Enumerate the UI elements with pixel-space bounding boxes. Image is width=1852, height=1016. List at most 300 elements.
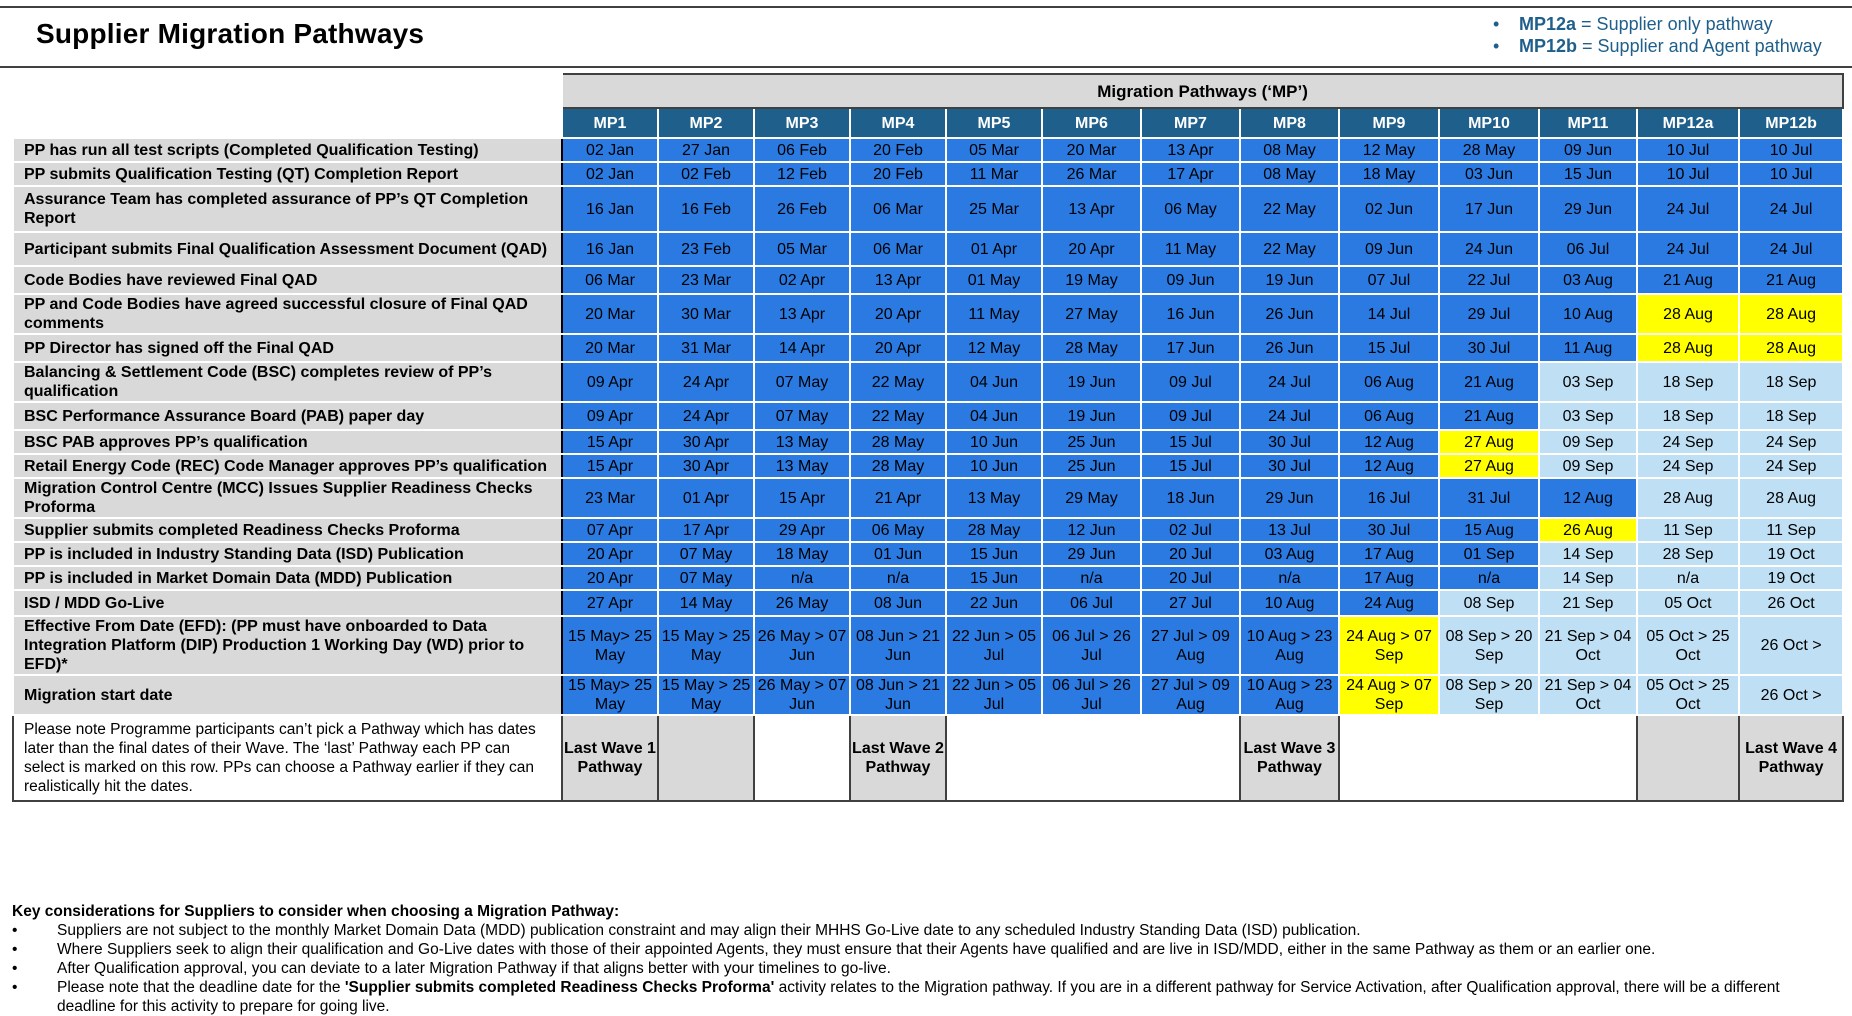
- page-title: Supplier Migration Pathways: [36, 18, 425, 49]
- table-row: [13, 138, 1843, 162]
- date-cell: 20 Apr: [850, 334, 946, 362]
- date-cell: 31 Jul: [1439, 478, 1539, 518]
- column-header-mp9: MP9: [1339, 108, 1439, 138]
- date-cell: 19 Oct: [1739, 566, 1843, 590]
- date-cell: 15 Jun: [946, 542, 1042, 566]
- date-cell: 20 Jul: [1141, 566, 1240, 590]
- consideration-text: After Qualification approval, you can deviate to a later Migration Pathway if that aligns better with your timelines to go-live.: [57, 960, 891, 977]
- date-cell: 26 Aug: [1539, 518, 1637, 542]
- bullet-icon: •: [12, 979, 18, 996]
- date-cell: 20 Mar: [562, 334, 658, 362]
- date-cell: 15 Apr: [754, 478, 850, 518]
- date-cell: 24 Jul: [1240, 362, 1339, 402]
- date-cell: 12 Jun: [1042, 518, 1141, 542]
- date-cell: 11 Mar: [946, 162, 1042, 186]
- date-cell: 04 Jun: [946, 362, 1042, 402]
- row-label: Participant submits Final Qualification Assessment Document (QAD): [13, 232, 562, 266]
- table-row: [13, 542, 1843, 566]
- date-cell: 09 Sep: [1539, 430, 1637, 454]
- date-cell: 26 Feb: [754, 186, 850, 232]
- date-cell: 27 Jul > 09 Aug: [1141, 616, 1240, 675]
- date-cell: 26 Oct >: [1739, 675, 1843, 715]
- pathway-note: Please note Programme participants can’t pick a Pathway which has dates later than the final dates of their Wave. The ‘last’ Pathway each PP can select is marked on this row. PPs can choose a Pathway earlier if they can realistically hit the dates.: [13, 715, 562, 801]
- date-cell: 16 Jul: [1339, 478, 1439, 518]
- date-cell: 17 Jun: [1439, 186, 1539, 232]
- table-row: [13, 186, 1843, 232]
- legend-code: MP12b: [1519, 36, 1578, 56]
- date-cell: 11 May: [946, 294, 1042, 334]
- date-cell: 15 May > 25 May: [658, 675, 754, 715]
- date-cell: 06 Jul > 26 Jul: [1042, 675, 1141, 715]
- date-cell: 02 Feb: [658, 162, 754, 186]
- row-label: PP is included in Market Domain Data (MDD) Publication: [13, 566, 562, 590]
- date-cell: 20 Feb: [850, 138, 946, 162]
- date-cell: 27 May: [1042, 294, 1141, 334]
- pathway-legend: [1493, 13, 1822, 57]
- date-cell: 24 Jul: [1240, 402, 1339, 430]
- date-cell: 03 Sep: [1539, 362, 1637, 402]
- table-row: [13, 266, 1843, 294]
- date-cell: 08 Jun > 21 Jun: [850, 675, 946, 715]
- date-cell: 17 Jun: [1141, 334, 1240, 362]
- date-cell: 02 Jan: [562, 138, 658, 162]
- date-cell: 08 Sep > 20 Sep: [1439, 616, 1539, 675]
- date-cell: 19 Oct: [1739, 542, 1843, 566]
- date-cell: 28 May: [1042, 334, 1141, 362]
- date-cell: n/a: [1240, 566, 1339, 590]
- date-cell: 08 Sep > 20 Sep: [1439, 675, 1539, 715]
- date-cell: 13 May: [754, 430, 850, 454]
- column-header-mp8: MP8: [1240, 108, 1339, 138]
- last-wave-cell: [754, 715, 850, 801]
- date-cell: 29 Jun: [1539, 186, 1637, 232]
- date-cell: 29 Apr: [754, 518, 850, 542]
- date-cell: 24 Jul: [1739, 186, 1843, 232]
- table-row: [13, 518, 1843, 542]
- legend-text: = Supplier only pathway: [1576, 14, 1773, 34]
- date-cell: 13 Apr: [850, 266, 946, 294]
- date-cell: 26 Jun: [1240, 294, 1339, 334]
- table-row: [13, 294, 1843, 334]
- date-cell: 19 Jun: [1042, 362, 1141, 402]
- date-cell: 27 Apr: [562, 590, 658, 616]
- date-cell: 28 Aug: [1637, 478, 1739, 518]
- date-cell: 14 May: [658, 590, 754, 616]
- row-label: PP and Code Bodies have agreed successful closure of Final QAD comments: [13, 294, 562, 334]
- date-cell: 06 Jul > 26 Jul: [1042, 616, 1141, 675]
- date-cell: 05 Oct: [1637, 590, 1739, 616]
- group-header-row: [13, 74, 1843, 108]
- date-cell: 30 Apr: [658, 430, 754, 454]
- consideration-item: [12, 959, 1842, 978]
- date-cell: 15 Jun: [1539, 162, 1637, 186]
- date-cell: 23 Feb: [658, 232, 754, 266]
- legend-item-mp12a: [1493, 13, 1822, 35]
- bullet-icon: •: [1493, 36, 1500, 56]
- date-cell: 17 Aug: [1339, 566, 1439, 590]
- last-wave-cell: [1637, 715, 1739, 801]
- consideration-emphasis: 'Supplier submits completed Readiness Checks Proforma': [344, 979, 775, 996]
- date-cell: 14 Sep: [1539, 542, 1637, 566]
- legend-item-mp12b: [1493, 35, 1822, 57]
- row-label: Supplier submits completed Readiness Checks Proforma: [13, 518, 562, 542]
- date-cell: 29 Jun: [1042, 542, 1141, 566]
- date-cell: 12 Aug: [1339, 430, 1439, 454]
- date-cell: 21 Aug: [1439, 362, 1539, 402]
- date-cell: 22 May: [1240, 186, 1339, 232]
- date-cell: 08 Jun > 21 Jun: [850, 616, 946, 675]
- row-label: BSC PAB approves PP’s qualification: [13, 430, 562, 454]
- date-cell: 15 Apr: [562, 454, 658, 478]
- date-cell: 15 Apr: [562, 430, 658, 454]
- consideration-item: [12, 921, 1842, 940]
- date-cell: 22 Jul: [1439, 266, 1539, 294]
- date-cell: 15 Jun: [946, 566, 1042, 590]
- date-cell: 26 May > 07 Jun: [754, 675, 850, 715]
- column-header-mp4: MP4: [850, 108, 946, 138]
- date-cell: 24 Sep: [1637, 454, 1739, 478]
- date-cell: n/a: [754, 566, 850, 590]
- date-cell: 02 Jan: [562, 162, 658, 186]
- date-cell: 27 Jul: [1141, 590, 1240, 616]
- date-cell: 21 Aug: [1739, 266, 1843, 294]
- bullet-icon: •: [12, 941, 18, 958]
- date-cell: 24 Apr: [658, 402, 754, 430]
- date-cell: 24 Aug: [1339, 590, 1439, 616]
- bullet-icon: •: [12, 922, 18, 939]
- row-label: Migration Control Centre (MCC) Issues Supplier Readiness Checks Proforma: [13, 478, 562, 518]
- date-cell: 20 Mar: [1042, 138, 1141, 162]
- table-row: [13, 162, 1843, 186]
- date-cell: 04 Jun: [946, 402, 1042, 430]
- table-row: [13, 430, 1843, 454]
- date-cell: 22 Jun > 05 Jul: [946, 616, 1042, 675]
- date-cell: 09 Apr: [562, 362, 658, 402]
- date-cell: 22 May: [850, 402, 946, 430]
- date-cell: 24 Jul: [1637, 232, 1739, 266]
- date-cell: 18 Sep: [1739, 402, 1843, 430]
- date-cell: 21 Aug: [1439, 402, 1539, 430]
- date-cell: 02 Apr: [754, 266, 850, 294]
- date-cell: 09 Sep: [1539, 454, 1637, 478]
- date-cell: 13 Apr: [1042, 186, 1141, 232]
- date-cell: 15 May > 25 May: [658, 616, 754, 675]
- date-cell: 07 Apr: [562, 518, 658, 542]
- date-cell: 19 May: [1042, 266, 1141, 294]
- date-cell: 25 Mar: [946, 186, 1042, 232]
- date-cell: 21 Apr: [850, 478, 946, 518]
- date-cell: 21 Sep: [1539, 590, 1637, 616]
- date-cell: 11 Sep: [1739, 518, 1843, 542]
- date-cell: 09 Jun: [1141, 266, 1240, 294]
- date-cell: 28 May: [946, 518, 1042, 542]
- date-cell: 06 May: [850, 518, 946, 542]
- row-label: Assurance Team has completed assurance of PP’s QT Completion Report: [13, 186, 562, 232]
- consideration-text: Suppliers are not subject to the monthly Market Domain Data (MDD) publication constraint and may align their MHHS Go-Live date to any scheduled Industry Standing Data (ISD) publication.: [57, 922, 1361, 939]
- date-cell: 16 Jan: [562, 232, 658, 266]
- legend-text: = Supplier and Agent pathway: [1577, 36, 1822, 56]
- date-cell: 07 May: [658, 566, 754, 590]
- date-cell: n/a: [1637, 566, 1739, 590]
- consideration-text: activity relates to the Migration pathway. If you are in a different pathway for Service Activation, after Qualification approval, there will be a different deadline for this activity to prepare for going live.: [57, 979, 1785, 1015]
- date-cell: 28 Aug: [1739, 334, 1843, 362]
- date-cell: 09 Apr: [562, 402, 658, 430]
- row-label: Balancing & Settlement Code (BSC) completes review of PP’s qualification: [13, 362, 562, 402]
- date-cell: 07 May: [754, 402, 850, 430]
- column-header-mp7: MP7: [1141, 108, 1240, 138]
- date-cell: 20 Apr: [850, 294, 946, 334]
- date-cell: 10 Aug: [1539, 294, 1637, 334]
- consideration-item: [12, 940, 1842, 959]
- date-cell: 11 May: [1141, 232, 1240, 266]
- date-cell: 01 Jun: [850, 542, 946, 566]
- date-cell: 08 Sep: [1439, 590, 1539, 616]
- date-cell: 06 Mar: [562, 266, 658, 294]
- date-cell: 10 Jul: [1637, 138, 1739, 162]
- date-cell: 31 Mar: [658, 334, 754, 362]
- date-cell: 13 Apr: [754, 294, 850, 334]
- date-cell: 10 Jun: [946, 454, 1042, 478]
- bullet-icon: •: [1493, 14, 1500, 34]
- migration-pathways-title: Migration Pathways (‘MP’): [562, 74, 1843, 108]
- column-header-mp12a: MP12a: [1637, 108, 1739, 138]
- date-cell: 27 Aug: [1439, 430, 1539, 454]
- date-cell: 28 May: [1439, 138, 1539, 162]
- date-cell: 15 Jul: [1141, 454, 1240, 478]
- date-cell: 03 Jun: [1439, 162, 1539, 186]
- date-cell: 21 Aug: [1637, 266, 1739, 294]
- consideration-text: Where Suppliers seek to align their qualification and Go-Live dates with those of their appointed Agents, they must ensure that their Agents have qualified and are live in ISD/MDD, either in the same Pathway as them or an earlier one.: [57, 941, 1656, 958]
- date-cell: 14 Jul: [1339, 294, 1439, 334]
- date-cell: 10 Aug > 23 Aug: [1240, 675, 1339, 715]
- date-cell: 12 Aug: [1339, 454, 1439, 478]
- date-cell: 08 May: [1240, 162, 1339, 186]
- corner-cell: [13, 108, 562, 138]
- date-cell: 29 May: [1042, 478, 1141, 518]
- table-row: [13, 232, 1843, 266]
- date-cell: 09 Jun: [1539, 138, 1637, 162]
- date-cell: 20 Apr: [562, 566, 658, 590]
- date-cell: 17 Apr: [658, 518, 754, 542]
- last-wave-cell: [1339, 715, 1637, 801]
- header-rule: [0, 66, 1852, 68]
- bullet-icon: •: [12, 960, 18, 977]
- table-row: [13, 590, 1843, 616]
- row-label: Code Bodies have reviewed Final QAD: [13, 266, 562, 294]
- date-cell: 25 Jun: [1042, 454, 1141, 478]
- date-cell: 03 Aug: [1240, 542, 1339, 566]
- table-row: [13, 454, 1843, 478]
- date-cell: 06 Aug: [1339, 362, 1439, 402]
- date-cell: 10 Jul: [1739, 162, 1843, 186]
- key-considerations-title: Key considerations for Suppliers to consider when choosing a Migration Pathway:: [12, 903, 620, 920]
- date-cell: 06 May: [1141, 186, 1240, 232]
- row-label: ISD / MDD Go-Live: [13, 590, 562, 616]
- consideration-text: Please note that the deadline date for the: [57, 979, 345, 996]
- column-header-mp5: MP5: [946, 108, 1042, 138]
- date-cell: 30 Apr: [658, 454, 754, 478]
- date-cell: 10 Jul: [1739, 138, 1843, 162]
- table-row: [13, 402, 1843, 430]
- date-cell: 29 Jul: [1439, 294, 1539, 334]
- date-cell: 01 Apr: [658, 478, 754, 518]
- row-label: PP has run all test scripts (Completed Qualification Testing): [13, 138, 562, 162]
- date-cell: 26 Jun: [1240, 334, 1339, 362]
- date-cell: 20 Feb: [850, 162, 946, 186]
- date-cell: 20 Jul: [1141, 542, 1240, 566]
- date-cell: 16 Feb: [658, 186, 754, 232]
- key-considerations: [12, 902, 1842, 1016]
- date-cell: 10 Jul: [1637, 162, 1739, 186]
- last-wave-cell: [658, 715, 754, 801]
- date-cell: 01 May: [946, 266, 1042, 294]
- date-cell: 20 Apr: [562, 542, 658, 566]
- date-cell: 28 Aug: [1637, 334, 1739, 362]
- date-cell: 29 Jun: [1240, 478, 1339, 518]
- table-row: [13, 334, 1843, 362]
- last-wave-cell: [946, 715, 1240, 801]
- date-cell: 03 Aug: [1539, 266, 1637, 294]
- date-cell: 30 Jul: [1439, 334, 1539, 362]
- date-cell: 16 Jan: [562, 186, 658, 232]
- row-label: BSC Performance Assurance Board (PAB) paper day: [13, 402, 562, 430]
- date-cell: 26 Oct >: [1739, 616, 1843, 675]
- column-header-mp12b: MP12b: [1739, 108, 1843, 138]
- date-cell: 23 Mar: [658, 266, 754, 294]
- date-cell: 27 Aug: [1439, 454, 1539, 478]
- date-cell: 28 Aug: [1739, 478, 1843, 518]
- column-header-mp3: MP3: [754, 108, 850, 138]
- date-cell: 12 May: [946, 334, 1042, 362]
- date-cell: 02 Jul: [1141, 518, 1240, 542]
- date-cell: 19 Jun: [1240, 266, 1339, 294]
- date-cell: 28 Sep: [1637, 542, 1739, 566]
- date-cell: 13 May: [754, 454, 850, 478]
- date-cell: 27 Jul > 09 Aug: [1141, 675, 1240, 715]
- date-cell: 12 Aug: [1539, 478, 1637, 518]
- date-cell: 16 Jun: [1141, 294, 1240, 334]
- date-cell: 08 May: [1240, 138, 1339, 162]
- last-wave-4-pathway: Last Wave 4 Pathway: [1739, 715, 1843, 801]
- table-row: [13, 566, 1843, 590]
- table-row: [13, 362, 1843, 402]
- migration-pathways-table: [12, 73, 1844, 802]
- legend-code: MP12a: [1519, 14, 1577, 34]
- date-cell: 15 May> 25 May: [562, 675, 658, 715]
- date-cell: 30 Jul: [1240, 430, 1339, 454]
- date-cell: 09 Jun: [1339, 232, 1439, 266]
- date-cell: 13 Apr: [1141, 138, 1240, 162]
- consideration-item: [12, 978, 1842, 1016]
- date-cell: 24 Sep: [1739, 430, 1843, 454]
- date-cell: 14 Apr: [754, 334, 850, 362]
- date-cell: 24 Jul: [1739, 232, 1843, 266]
- row-label: PP Director has signed off the Final QAD: [13, 334, 562, 362]
- last-wave-3-pathway: Last Wave 3 Pathway: [1240, 715, 1339, 801]
- date-cell: n/a: [1439, 566, 1539, 590]
- row-label: Effective From Date (EFD): (PP must have onboarded to Data Integration Platform (DIP) Production 1 Working Day (WD) prior to EFD)*: [13, 616, 562, 675]
- date-cell: 09 Jul: [1141, 402, 1240, 430]
- date-cell: 25 Jun: [1042, 430, 1141, 454]
- last-wave-1-pathway: Last Wave 1 Pathway: [562, 715, 658, 801]
- date-cell: 15 Aug: [1439, 518, 1539, 542]
- date-cell: 17 Apr: [1141, 162, 1240, 186]
- date-cell: 06 Feb: [754, 138, 850, 162]
- date-cell: 10 Aug > 23 Aug: [1240, 616, 1339, 675]
- date-cell: 18 Sep: [1739, 362, 1843, 402]
- date-cell: 05 Mar: [754, 232, 850, 266]
- date-cell: 24 Sep: [1739, 454, 1843, 478]
- date-cell: 26 Oct: [1739, 590, 1843, 616]
- top-rule: [0, 6, 1852, 8]
- date-cell: 22 May: [850, 362, 946, 402]
- table-row: [13, 616, 1843, 675]
- date-cell: 09 Jul: [1141, 362, 1240, 402]
- date-cell: 24 Jul: [1637, 186, 1739, 232]
- date-cell: 17 Aug: [1339, 542, 1439, 566]
- date-cell: 13 Jul: [1240, 518, 1339, 542]
- date-cell: 22 Jun > 05 Jul: [946, 675, 1042, 715]
- date-cell: 18 Sep: [1637, 362, 1739, 402]
- table-row: [13, 478, 1843, 518]
- date-cell: 13 May: [946, 478, 1042, 518]
- date-cell: 07 Jul: [1339, 266, 1439, 294]
- date-cell: 26 May > 07 Jun: [754, 616, 850, 675]
- date-cell: 07 May: [754, 362, 850, 402]
- date-cell: 18 Sep: [1637, 402, 1739, 430]
- date-cell: 30 Mar: [658, 294, 754, 334]
- date-cell: 21 Sep > 04 Oct: [1539, 616, 1637, 675]
- date-cell: 30 Jul: [1339, 518, 1439, 542]
- date-cell: 28 May: [850, 454, 946, 478]
- date-cell: 24 Sep: [1637, 430, 1739, 454]
- date-cell: 02 Jun: [1339, 186, 1439, 232]
- corner-cell: [13, 74, 562, 108]
- row-label: PP submits Qualification Testing (QT) Completion Report: [13, 162, 562, 186]
- date-cell: 07 May: [658, 542, 754, 566]
- date-cell: 28 Aug: [1637, 294, 1739, 334]
- date-cell: 06 Mar: [850, 232, 946, 266]
- date-cell: 15 Jul: [1339, 334, 1439, 362]
- date-cell: 05 Mar: [946, 138, 1042, 162]
- column-header-mp6: MP6: [1042, 108, 1141, 138]
- row-label: PP is included in Industry Standing Data (ISD) Publication: [13, 542, 562, 566]
- date-cell: 24 Aug > 07 Sep: [1339, 675, 1439, 715]
- row-label: Retail Energy Code (REC) Code Manager approves PP’s qualification: [13, 454, 562, 478]
- date-cell: 03 Sep: [1539, 402, 1637, 430]
- last-wave-2-pathway: Last Wave 2 Pathway: [850, 715, 946, 801]
- column-header-row: [13, 108, 1843, 138]
- column-header-mp11: MP11: [1539, 108, 1637, 138]
- date-cell: 06 Jul: [1539, 232, 1637, 266]
- date-cell: 20 Mar: [562, 294, 658, 334]
- date-cell: 01 Apr: [946, 232, 1042, 266]
- date-cell: 18 Jun: [1141, 478, 1240, 518]
- date-cell: n/a: [1042, 566, 1141, 590]
- column-header-mp1: MP1: [562, 108, 658, 138]
- column-header-mp2: MP2: [658, 108, 754, 138]
- date-cell: 23 Mar: [562, 478, 658, 518]
- date-cell: 08 Jun: [850, 590, 946, 616]
- date-cell: 15 Jul: [1141, 430, 1240, 454]
- date-cell: 05 Oct > 25 Oct: [1637, 675, 1739, 715]
- table-row: [13, 675, 1843, 715]
- last-wave-row: [13, 715, 1843, 801]
- date-cell: 11 Aug: [1539, 334, 1637, 362]
- date-cell: 28 May: [850, 430, 946, 454]
- date-cell: 24 Jun: [1439, 232, 1539, 266]
- row-label: Migration start date: [13, 675, 562, 715]
